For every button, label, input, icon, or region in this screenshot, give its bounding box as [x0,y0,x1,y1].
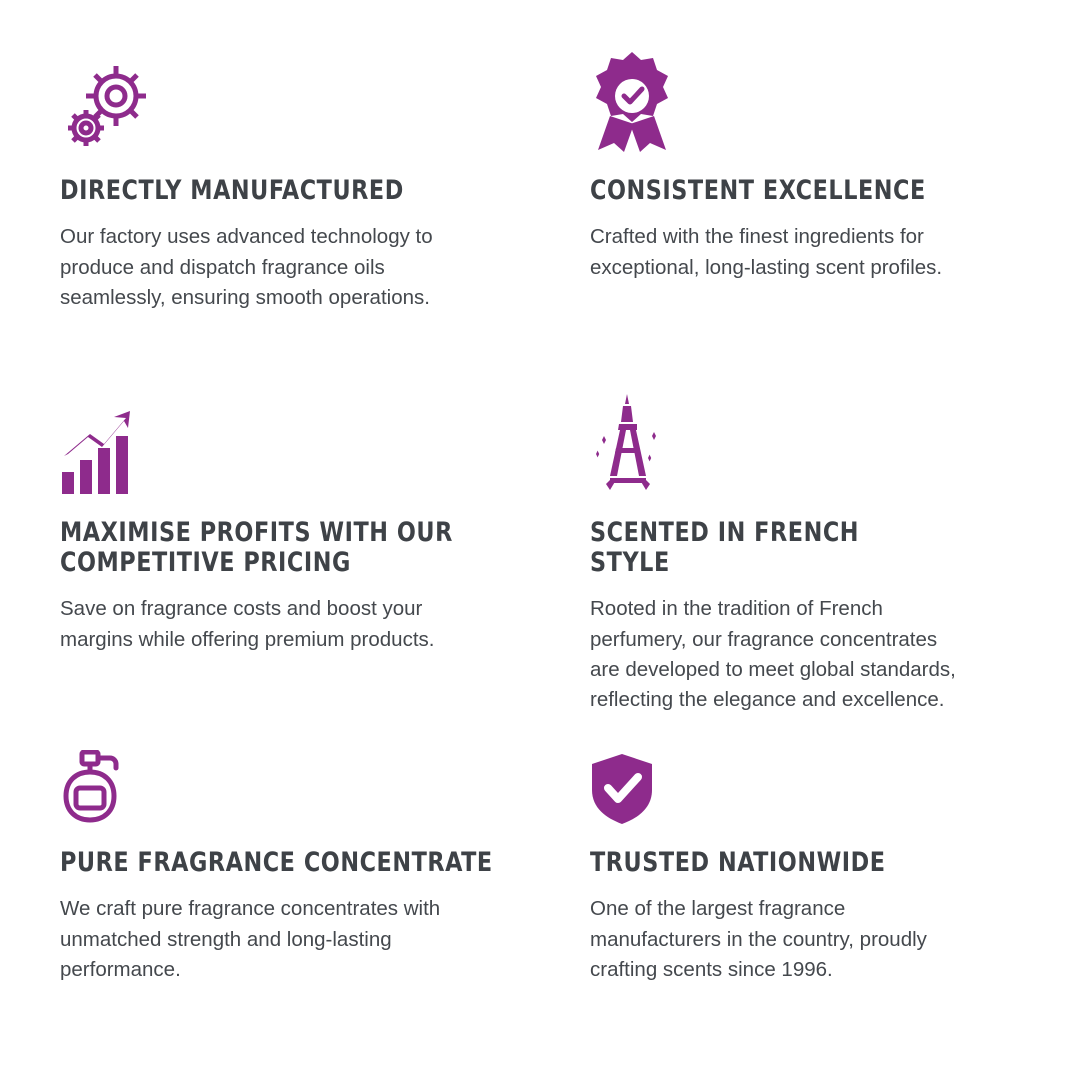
eiffel-tower-icon [590,384,972,496]
features-grid [60,44,1020,985]
feature-title: DIRECTLY MANUFACTURED [60,175,404,206]
feature-card-trusted-nationwide [590,734,1020,985]
feature-description: One of the largest fragrance manufacturers in the country, proudly crafting scents since 1996. [590,897,927,981]
gears-icon [60,44,542,154]
feature-description: Our factory uses advanced technology to produce and dispatch fragrance oils seamlessly, ensuring smooth operations. [60,225,433,309]
feature-description: Crafted with the finest ingredients for exceptional, long-lasting scent profiles. [590,225,943,279]
feature-description: Rooted in the tradition of French perfumery, our fragrance concentrates are developed to meet global standards, reflecting the elegance and excellence. [590,597,956,712]
feature-description: We craft pure fragrance concentrates with unmatched strength and long-lasting performance. [60,897,441,981]
perfume-bottle-icon [60,734,542,826]
feature-card-scented-french-style [590,384,1020,734]
feature-card-pure-fragrance-concentrate [60,734,590,985]
feature-card-directly-manufactured [60,44,590,384]
award-ribbon-check-icon [590,44,972,154]
feature-title: PURE FRAGRANCE CONCENTRATE [60,847,493,878]
growth-bar-chart-arrow-icon [60,384,542,496]
feature-title: CONSISTENT EXCELLENCE [590,175,926,206]
feature-description: Save on fragrance costs and boost your margins while offering premium products. [60,597,435,651]
feature-title: SCENTED IN FRENCH STYLE [590,517,860,579]
feature-card-maximise-profits [60,384,590,734]
shield-check-icon [590,734,972,826]
feature-card-consistent-excellence [590,44,1020,384]
feature-title: MAXIMISE PROFITS WITH OUR COMPETITIVE PRICING [60,517,453,579]
feature-title: TRUSTED NATIONWIDE [590,847,886,878]
